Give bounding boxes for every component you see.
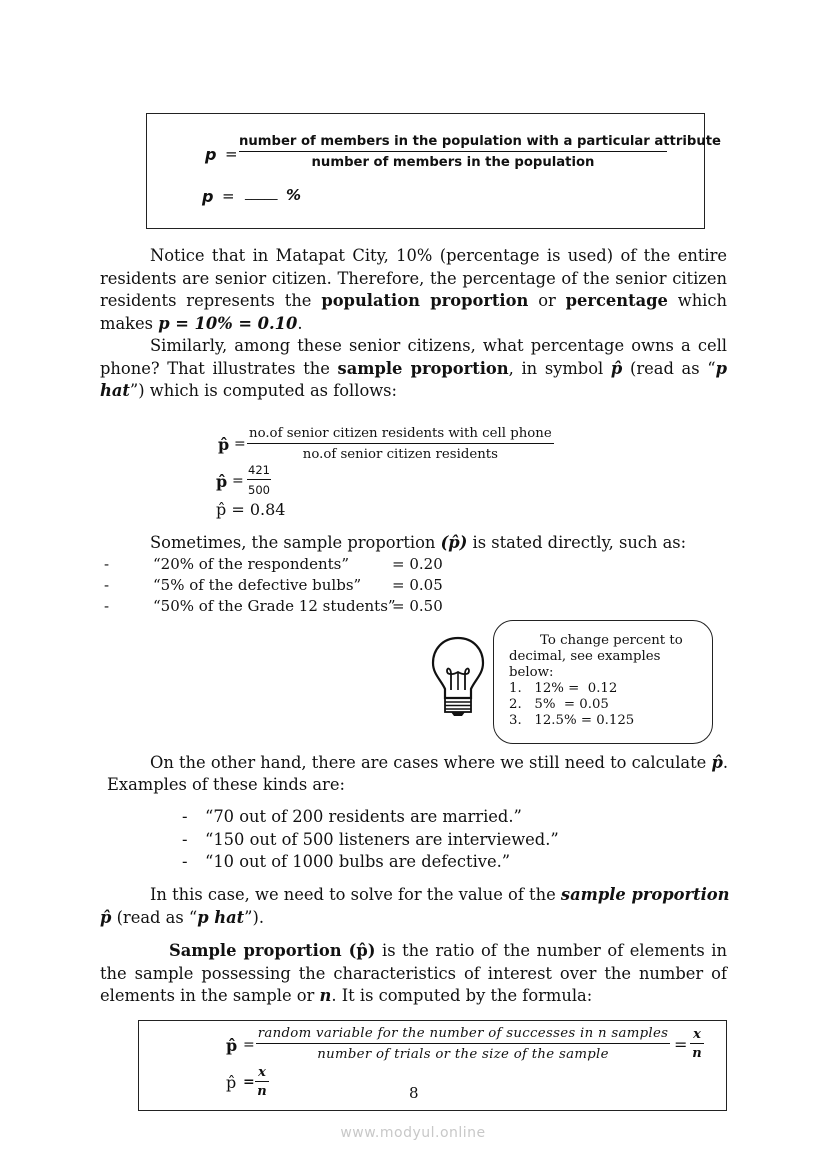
formula1-num2: 421 — [247, 463, 271, 480]
formula1-symbol: p̂ — [218, 435, 230, 454]
lightbulb-icon — [427, 634, 489, 718]
box2-equals-3: = — [243, 1074, 255, 1090]
p5-text-b: (read as “ — [111, 908, 198, 927]
box2-n: n — [692, 1046, 702, 1061]
example1-value-2: = 0.05 — [392, 576, 443, 594]
example1-dash-2: - — [104, 576, 110, 594]
p6-n: n — [319, 986, 332, 1005]
p4-text-a: On the other hand, there are cases where we still need to calculate — [150, 753, 712, 772]
population-formula-fraction — [239, 134, 721, 170]
p2-text-d: ”) which is computed as follows: — [129, 381, 398, 400]
p5-bold: sample proportion — [560, 885, 730, 904]
paragraph-population-proportion — [100, 245, 727, 335]
page-number: 8 — [409, 1084, 419, 1102]
p3-symbol: (p̂) — [440, 533, 468, 552]
p2-phat-symbol: p̂ — [610, 358, 623, 378]
tip-item-2: 2. 5% = 0.05 — [509, 697, 609, 712]
box2-x: x — [690, 1027, 704, 1044]
p1-text-b: which makes — [100, 291, 727, 333]
p4-symbol: p̂ — [711, 753, 723, 772]
example1-value-3: = 0.50 — [392, 597, 443, 615]
p5-phat: p hat — [197, 908, 245, 927]
paragraph-stated-directly — [150, 533, 686, 552]
p5-symbol: p̂ — [100, 908, 112, 927]
formula1-denominator: no.of senior citizen residents — [302, 447, 498, 462]
formula1-den2: 500 — [248, 483, 270, 497]
p1-formula: p = 10% = 0.10 — [158, 313, 298, 333]
box2-fraction — [256, 1026, 670, 1062]
sample-proportion-formula-box — [138, 1020, 727, 1111]
box2-equals: = — [243, 1037, 255, 1053]
p5-line-2 — [100, 908, 264, 927]
formula1-symbol-2: p̂ — [216, 472, 228, 491]
box2-x-2: x — [255, 1065, 269, 1082]
blank-line: _____ — [245, 186, 278, 201]
p1-end: . — [297, 313, 303, 333]
p2-text-c: (read as “ — [622, 358, 716, 378]
formula1-numerator: no.of senior citizen residents with cell phone — [247, 426, 554, 444]
paragraph-sample-proportion-definition — [100, 940, 727, 1008]
tip-line-2: decimal, see examples — [509, 649, 661, 664]
example2-text-3: “10 out of 1000 bulbs are defective.” — [205, 852, 511, 871]
paragraph-calculate-phat — [150, 753, 728, 772]
example2-dash-1: - — [182, 807, 188, 826]
p3-text-a: Sometimes, the sample proportion — [150, 533, 441, 552]
p4-end: . — [722, 753, 729, 772]
p-symbol-2: p — [202, 187, 214, 206]
p6-text: is the ratio of the number of elements in the sample possessing the characteristics of interest over the number of elements in the sample or — [100, 941, 727, 1005]
formula1-fraction — [247, 426, 554, 462]
p1-or: or — [528, 291, 566, 310]
example1-dash-3: - — [104, 597, 110, 615]
example1-quote-1: “20% of the respondents” — [153, 555, 350, 573]
box2-numerator: random variable for the number of successes in n samples — [256, 1026, 670, 1044]
p5-text-c: ”). — [244, 908, 265, 927]
tip-bubble — [493, 620, 713, 744]
paragraph-solve-sample-proportion — [150, 885, 730, 904]
tip-item-1: 1. 12% = 0.12 — [509, 681, 618, 696]
p4-line-2: Examples of these kinds are: — [107, 775, 345, 794]
example2-text-1: “70 out of 200 residents are married.” — [205, 807, 522, 826]
p6-text-b: . It is computed by the formula: — [331, 986, 593, 1005]
box2-x-over-n-2 — [255, 1065, 269, 1099]
percent-sign: % — [286, 186, 302, 204]
example1-dash-1: - — [104, 555, 110, 573]
p6-bold: Sample proportion (p̂) — [169, 941, 376, 960]
formula1-result: p̂ = 0.84 — [216, 500, 286, 519]
tip-line-1: To change percent to — [540, 633, 683, 648]
watermark: www.modyul.online — [340, 1125, 486, 1141]
example2-dash-3: - — [182, 852, 188, 871]
box2-equals-2: = — [674, 1035, 688, 1054]
p2-bold-sample-proportion: sample proportion — [337, 358, 509, 378]
box2-n-2: n — [257, 1084, 267, 1099]
box2-denominator: number of trials or the size of the sample — [317, 1047, 609, 1062]
tip-line-3: below: — [509, 665, 554, 680]
formula1-fraction-2 — [247, 463, 271, 497]
p1-bold-percentage: percentage — [565, 291, 668, 310]
p2-text-b: , in symbol — [508, 358, 611, 378]
example1-value-1: = 0.20 — [392, 555, 443, 573]
p-symbol: p — [205, 145, 217, 164]
p5-text-a: In this case, we need to solve for the value of the — [150, 885, 561, 904]
p3-text-b: is stated directly, such as: — [467, 533, 687, 552]
p1-bold-population-proportion: population proportion — [321, 291, 529, 310]
p1-text-a: Notice that in Matapat City, 10% (percentage is used) of the entire residents are senior citizen. Therefore, the percentage of the senior citizen residents represents the — [100, 246, 727, 310]
box2-x-over-n — [690, 1027, 704, 1061]
equals-sign: = — [225, 145, 238, 163]
equals-sign-2: = — [222, 187, 235, 205]
box2-symbol-2: p̂ — [226, 1073, 237, 1092]
formula1-equals: = — [234, 436, 246, 452]
population-proportion-box — [146, 113, 721, 229]
p2-text-a: Similarly, among these senior citizens, what percentage owns a cell phone? That illustrates the — [100, 336, 727, 378]
formula1-equals-2: = — [232, 473, 244, 489]
tip-item-3: 3. 12.5% = 0.125 — [509, 713, 635, 728]
example2-text-2: “150 out of 500 listeners are interviewed.” — [205, 830, 559, 849]
population-numerator: number of members in the population with a particular attribute — [239, 134, 667, 152]
p2-phat-text: p hat — [100, 358, 727, 400]
population-denominator: number of members in the population — [311, 155, 595, 170]
example1-quote-3: “50% of the Grade 12 students” — [153, 597, 396, 615]
box2-symbol: p̂ — [226, 1036, 238, 1055]
paragraph-sample-proportion — [100, 335, 727, 403]
example1-quote-2: “5% of the defective bulbs” — [153, 576, 362, 594]
example2-dash-2: - — [182, 830, 188, 849]
